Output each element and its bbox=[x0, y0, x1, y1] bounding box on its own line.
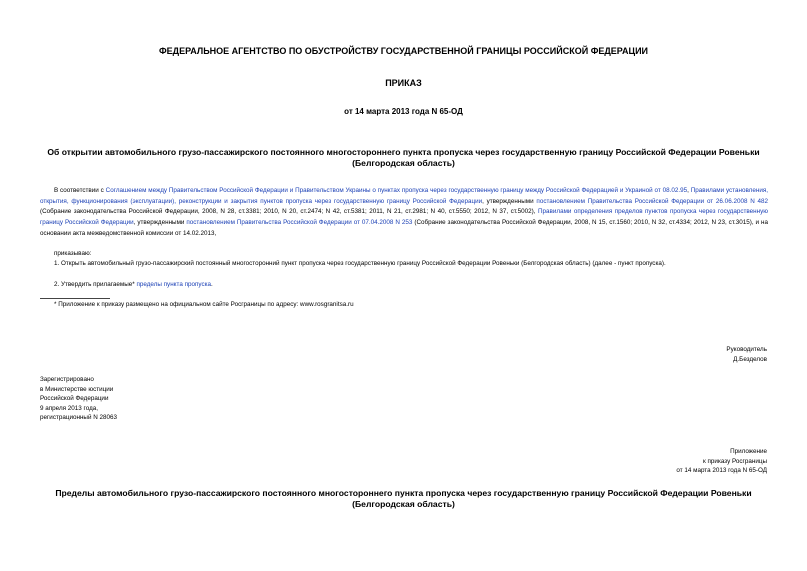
order-item-1: 1. Открыть автомобильный грузо-пассажирский постоянный многосторонний пункт пропуска через государственную границу Российской Федерации Ровеньки (Белгородская область) (далее - пункт пропуска). bbox=[54, 260, 666, 267]
preamble-text-2: , bbox=[687, 187, 691, 194]
appendix-line: Приложение bbox=[730, 448, 767, 455]
link-agreement[interactable]: Соглашением между Правительством Российской Федерации и Правительством Украины о пунктах пропуска через государственную границу между Российской Федерацией и Украиной от 08.02.95 bbox=[105, 187, 688, 194]
preamble-text-4: (Собрание законодательства Российской Федерации, 2008, N 28, ст.3381; 2010, N 20, ст.2474; N 42, ст.5381; 2011, N 21, ст.2981; N 40, ст.5550; 2012, N 37, ст.5002), bbox=[40, 208, 539, 216]
preamble-text-6: (Собрание законодательства Российской Федерации, 2008, N 15, ст.1560; 2010, N 32, ст.4334; 2012, N 23, ст.3015), и на основании акта межведомственной комиссии от 14.02.2013, bbox=[40, 219, 769, 237]
preamble-text-3: , утвержденными bbox=[482, 197, 537, 205]
link-rules-checkpoints[interactable]: Правилами установления, открытия, функционирования (эксплуатации), реконструкции и закрытия пунктов пропуска через государственную границу Российской Федерации bbox=[40, 187, 769, 205]
registration-line: Зарегистрировано bbox=[40, 376, 94, 383]
signature-name: Д.Безделов bbox=[733, 355, 767, 363]
registration-block bbox=[40, 375, 117, 423]
registration-line: 9 апреля 2013 года, bbox=[40, 404, 98, 412]
preamble-text-5: , утвержденными bbox=[133, 219, 187, 227]
registration-line: Российской Федерации bbox=[40, 395, 109, 402]
signature-position: Руководитель bbox=[726, 346, 767, 353]
registration-line: в Министерстве юстиции bbox=[40, 385, 114, 393]
appendix-line: от 14 марта 2013 года N 65-ОД bbox=[676, 467, 767, 474]
order-item-2: 2. Утвердить прилагаемые* пределы пункта пропуска. bbox=[54, 281, 213, 288]
order-title: Об открытии автомобильного грузо-пассажирского постоянного многостороннего пункта пропуска через государственную границу Российской Федерации Ровеньки (Белгородская область) bbox=[47, 147, 760, 168]
order-date-number: от 14 марта 2013 года N 65-ОД bbox=[344, 107, 463, 116]
registration-line: регистрационный N 28063 bbox=[40, 414, 118, 421]
link-checkpoint-limits[interactable]: пределы пункта пропуска bbox=[136, 281, 212, 288]
order-heading: ПРИКАЗ bbox=[385, 78, 422, 88]
preamble-text-1: В соответствии с bbox=[54, 187, 106, 194]
footnote-divider bbox=[40, 298, 110, 299]
agency-heading: ФЕДЕРАЛЬНОЕ АГЕНТСТВО ПО ОБУСТРОЙСТВУ ГОСУДАРСТВЕННОЙ ГРАНИЦЫ РОССИЙСКОЙ ФЕДЕРАЦИИ bbox=[158, 46, 649, 56]
link-decree-253[interactable]: постановлением Правительства Российской Федерации от 07.04.2008 N 253 bbox=[186, 219, 413, 227]
link-rules-limits[interactable]: Правилами определения пределов пунктов пропуска через государственную границу Российской Федерации bbox=[40, 208, 768, 227]
order-word: приказываю: bbox=[54, 250, 92, 257]
appendix-block bbox=[676, 447, 767, 476]
footnote: * Приложение к приказу размещено на официальном сайте Росграницы по адресу: www.rosgranitsa.ru bbox=[54, 301, 354, 308]
preamble-paragraph bbox=[40, 186, 768, 240]
signature-block bbox=[726, 345, 767, 364]
appendix-title: Пределы автомобильного грузо-пассажирского постоянного многостороннего пункта пропуска через государственную границу Российской Федерации Ровеньки (Белгородская область) bbox=[55, 488, 752, 509]
item-2-text: 2. Утвердить прилагаемые* bbox=[54, 281, 137, 288]
appendix-line: к приказу Росграницы bbox=[703, 457, 767, 465]
link-decree-482[interactable]: постановлением Правительства Российской Федерации от 26.06.2008 N 482 bbox=[536, 197, 768, 205]
